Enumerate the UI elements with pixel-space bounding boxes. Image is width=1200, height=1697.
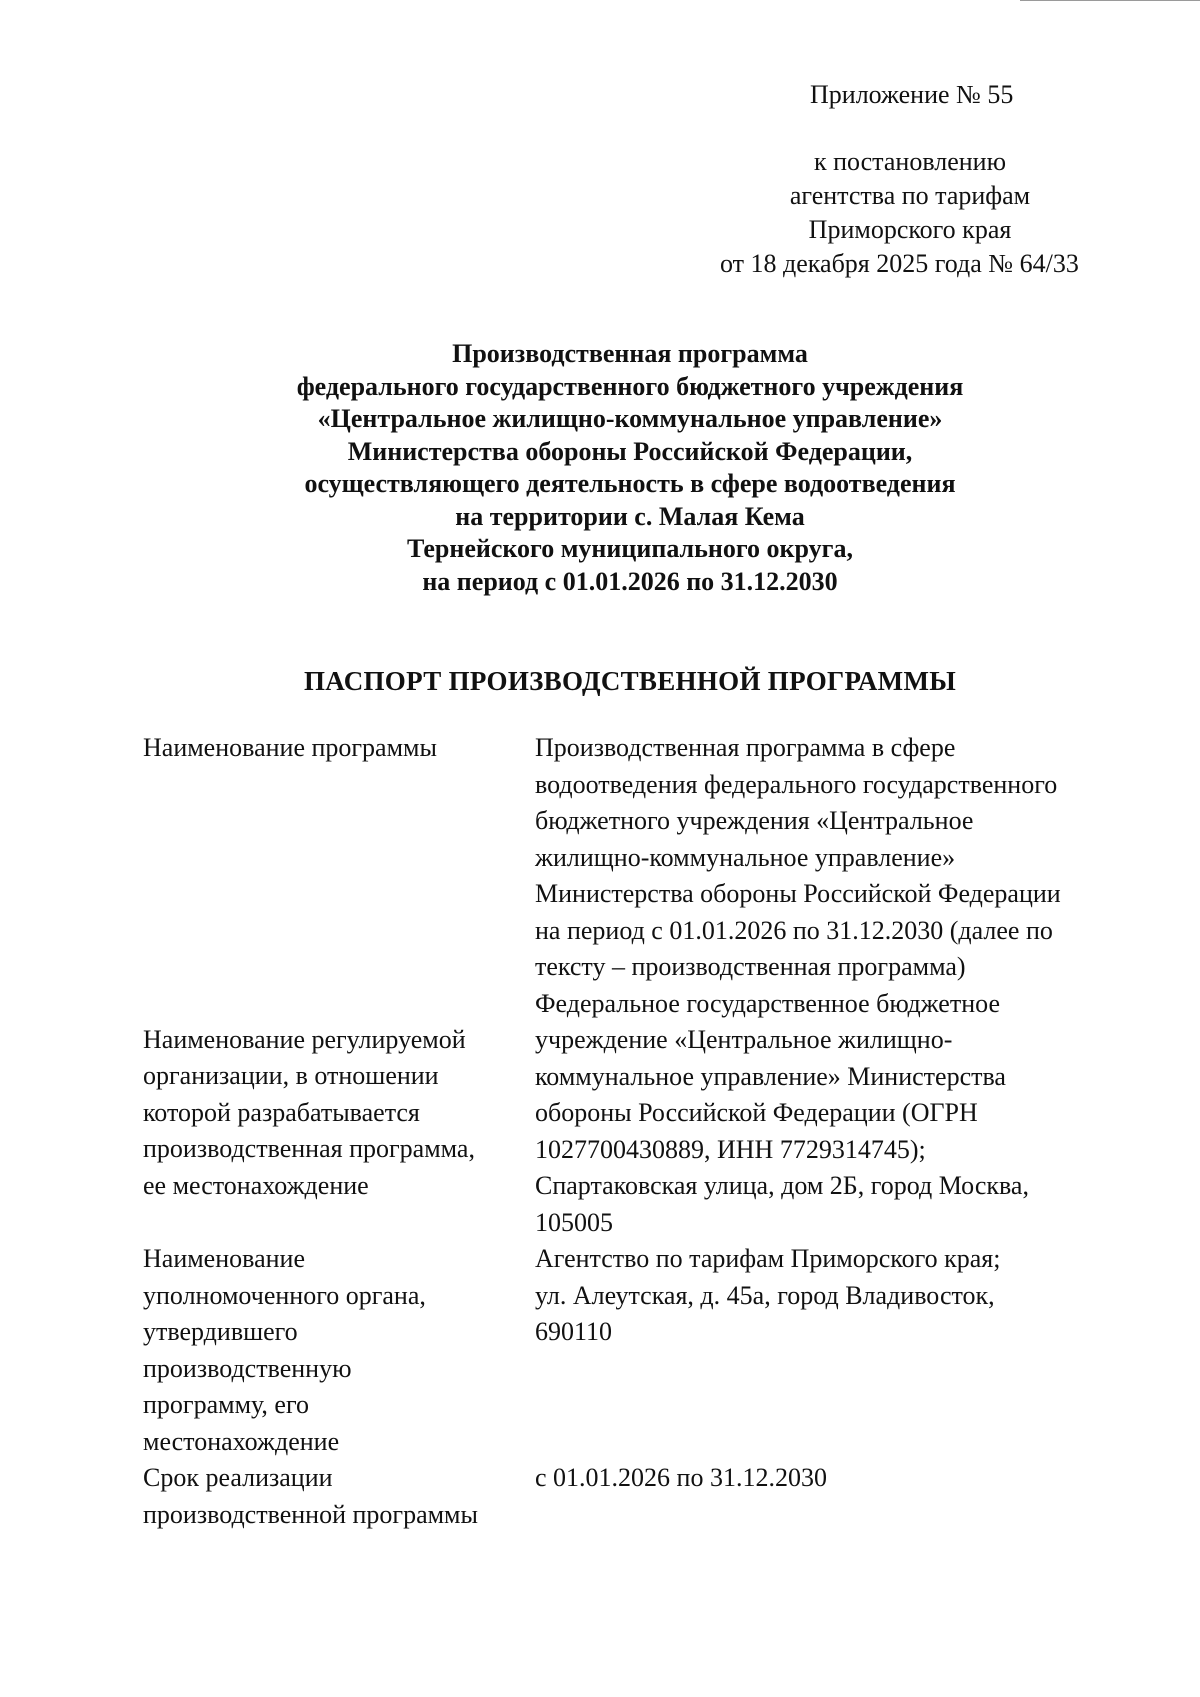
title-line: Министерства обороны Российской Федерации, (347, 436, 913, 466)
label-line: ее местонахождение (143, 1170, 369, 1200)
value-line: ул. Алеутская, д. 45а, город Владивосток, (535, 1280, 995, 1310)
passport-row-period (143, 1460, 1123, 1533)
scan-edge-line (1020, 0, 1200, 1)
value-line: Производственная программа в сфере (535, 733, 956, 762)
value-line: с 01.01.2026 по 31.12.2030 (535, 1463, 827, 1492)
value-line: коммунальное управление» Министерства (535, 1061, 1006, 1091)
value-line: 690110 (535, 1317, 613, 1346)
label-line: производственная программа, (143, 1134, 475, 1163)
label-line: программу, его (143, 1390, 309, 1419)
resolution-line: от 18 декабря 2025 года № 64/33 (720, 249, 1079, 278)
row-label (143, 1241, 535, 1460)
passport-row-organization (143, 986, 1123, 1242)
row-label (143, 1460, 535, 1533)
title-line: «Центральное жилищно-коммунальное управление» (317, 404, 943, 433)
label-line: местонахождение (143, 1426, 340, 1456)
label-line: уполномоченного органа, (143, 1280, 426, 1310)
value-line: бюджетного учреждения «Центральное (535, 806, 974, 835)
resolution-reference (700, 145, 1160, 281)
title-line: Тернейского муниципального округа, (407, 534, 853, 563)
document-title (160, 338, 1100, 598)
passport-heading: ПАСПОРТ ПРОИЗВОДСТВЕННОЙ ПРОГРАММЫ (303, 666, 957, 696)
title-line: на территории с. Малая Кема (455, 501, 805, 531)
row-value (535, 730, 1115, 986)
title-line: федерального государственного бюджетного учреждения (296, 371, 964, 401)
label-line: Срок реализации (143, 1463, 333, 1492)
row-value (535, 1241, 1115, 1460)
label-line: утвердившего (143, 1317, 298, 1346)
value-line: Министерства обороны Российской Федерации (535, 879, 1061, 908)
row-value (535, 986, 1115, 1242)
value-line: обороны Российской Федерации (ОГРН (535, 1098, 978, 1127)
title-line: Производственная программа (452, 339, 808, 368)
title-line: осуществляющего деятельность в сфере водоотведения (304, 469, 956, 498)
value-line: Спартаковская улица, дом 2Б, город Москва, (535, 1171, 1029, 1200)
passport-table (143, 730, 1123, 1533)
label-line: организации, в отношении (143, 1061, 439, 1090)
resolution-line: Приморского края (808, 215, 1012, 244)
row-label (143, 730, 535, 986)
value-line: водоотведения федерального государственного (535, 769, 1058, 799)
appendix-number: Приложение № 55 (810, 80, 1014, 109)
label-line: Наименование (143, 1244, 305, 1273)
resolution-line: к постановлению (813, 147, 1007, 176)
row-label (143, 986, 535, 1242)
label-line: которой разрабатывается (143, 1097, 420, 1127)
passport-row-authority (143, 1241, 1123, 1460)
value-line: учреждение «Центральное жилищно- (535, 1025, 953, 1054)
value-line: 105005 (535, 1207, 613, 1237)
value-line: Федеральное государственное бюджетное (535, 988, 1000, 1018)
label-line: производственной программы (143, 1499, 478, 1529)
value-line: 1027700430889, ИНН 7729314745); (535, 1134, 926, 1164)
label-line: производственную (143, 1353, 352, 1383)
title-line: на период с 01.01.2026 по 31.12.2030 (422, 566, 838, 596)
value-line: жилищно-коммунальное управление» (535, 842, 956, 872)
passport-row-program-name (143, 730, 1123, 986)
label-line: Наименование программы (143, 733, 437, 762)
value-line: тексту – производственная программа) (535, 952, 966, 981)
value-line: Агентство по тарифам Приморского края; (535, 1244, 1001, 1273)
label-line: Наименование регулируемой (143, 1024, 466, 1054)
value-line: на период с 01.01.2026 по 31.12.2030 (далее по (535, 915, 1053, 945)
resolution-line: агентства по тарифам (789, 181, 1031, 210)
row-value (535, 1460, 1115, 1533)
